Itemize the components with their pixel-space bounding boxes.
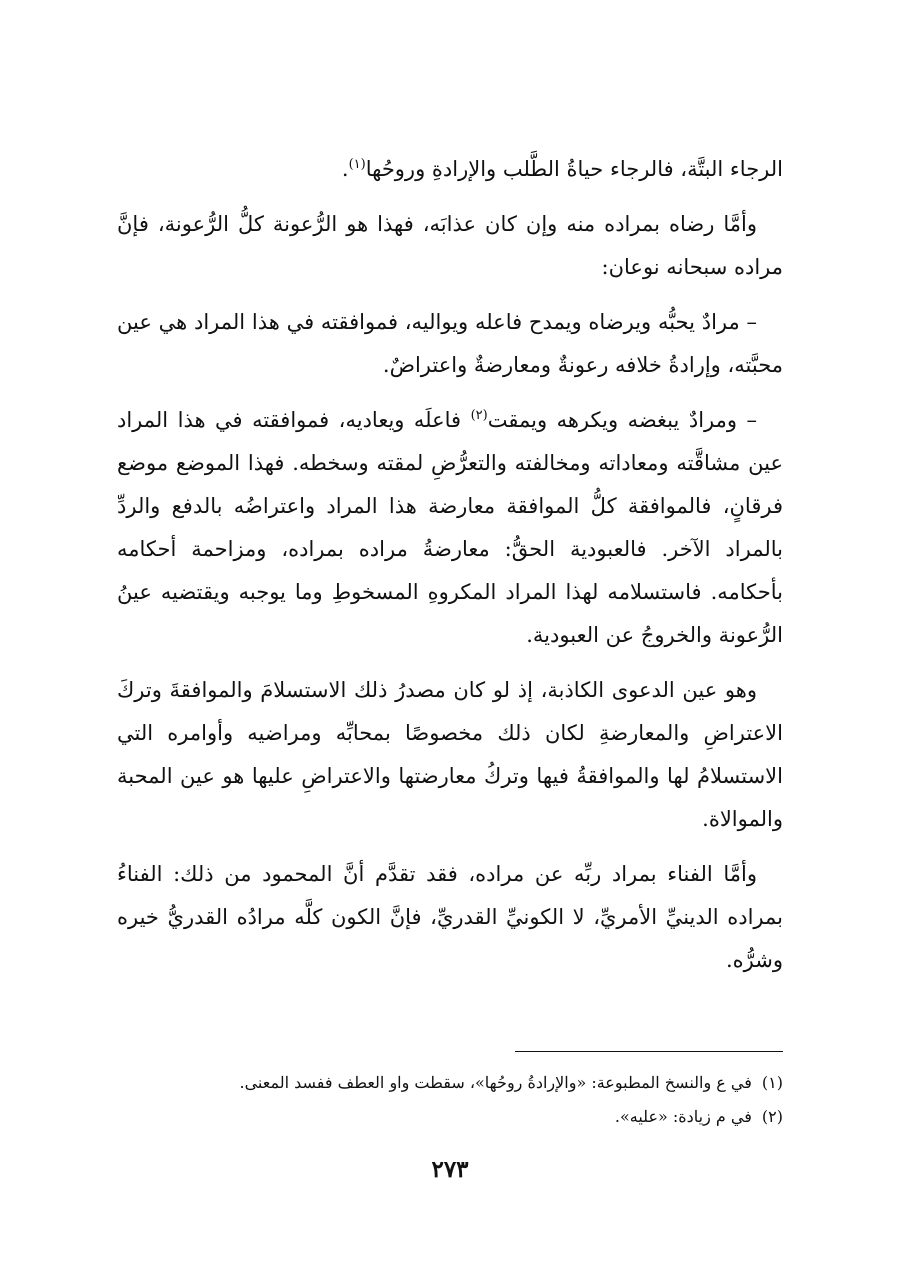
footnote-ref-2: (٢) (470, 408, 488, 423)
main-text (117, 148, 783, 994)
paragraph-4 (117, 399, 783, 657)
footnote-divider (515, 1051, 783, 1052)
footnotes (117, 1066, 783, 1134)
paragraph-1 (117, 148, 783, 191)
footnote-1-number: (١) (761, 1073, 783, 1092)
paragraph-1-text: الرجاء البتَّة، فالرجاء حياةُ الطَّلب والإرادةِ وروحُها (365, 157, 783, 181)
footnote-2 (117, 1100, 783, 1134)
footnote-ref-1: (١) (348, 157, 366, 172)
paragraph-4-text: – ومرادٌ يبغضه ويكرهه ويمقت (487, 408, 757, 432)
paragraph-5: وهو عين الدعوى الكاذبة، إذ لو كان مصدرُ ذلك الاستسلامَ والموافقةَ وتركَ الاعتراضِ والمعارضةِ لكان ذلك مخصوصًا بمحابِّه ومراضيه وأوامره التي الاستسلامُ لها والموافقةُ فيها وتركُ معارضتها والاعتراضِ عليها هو عين المحبة والموالاة. (117, 678, 783, 831)
footnote-2-number: (٢) (761, 1107, 783, 1126)
paragraph-3: – مرادٌ يحبُّه ويرضاه ويمدح فاعله ويواليه، فموافقته في هذا المراد هي عين محبَّته، وإرادةُ خلافه رعونةٌ ومعارضةٌ واعتراضٌ. (117, 310, 783, 377)
page-number: ٢٧٣ (431, 1156, 469, 1183)
paragraph-1-tail: . (341, 157, 349, 181)
paragraph-2: وأمَّا رضاه بمراده منه وإن كان عذابَه، فهذا هو الرُّعونة كلُّ الرُّعونة، فإنَّ مراده سبحانه نوعان: (117, 212, 783, 279)
paragraph-4-tail: فاعلَه ويعاديه، فموافقته في هذا المراد عين مشاقَّته ومعاداته ومخالفته والتعرُّضِ لمقته وسخطه. فهذا الموضع موضع فرقانٍ، فالموافقة كلُّ الموافقة معارضة هذا المراد واعتراضُه بالدفع والردِّ بالمراد الآخر. فالعبودية الحقُّ: معارضةُ مراده بمراده، ومزاحمة أحكامه بأحكامه. فاستسلامه لهذا المراد المكروهِ المسخوطِ وما يوجبه ويقتضيه عينُ الرُّعونة والخروجُ عن العبودية. (117, 408, 783, 647)
footnote-1-text: في ع والنسخ المطبوعة: «والإرادةُ روحُها»، سقطت واو العطف ففسد المعنى. (239, 1073, 752, 1092)
footnote-1 (117, 1066, 783, 1100)
paragraph-6: وأمَّا الفناء بمراد ربِّه عن مراده، فقد تقدَّم أنَّ المحمود من ذلك: الفناءُ بمراده الدينيِّ الأمريِّ، لا الكونيِّ القدريِّ، فإنَّ الكون كلَّه مرادُه القدريُّ خيره وشرُّه. (117, 862, 783, 972)
footnote-2-text: في م زيادة: «عليه». (614, 1107, 752, 1126)
